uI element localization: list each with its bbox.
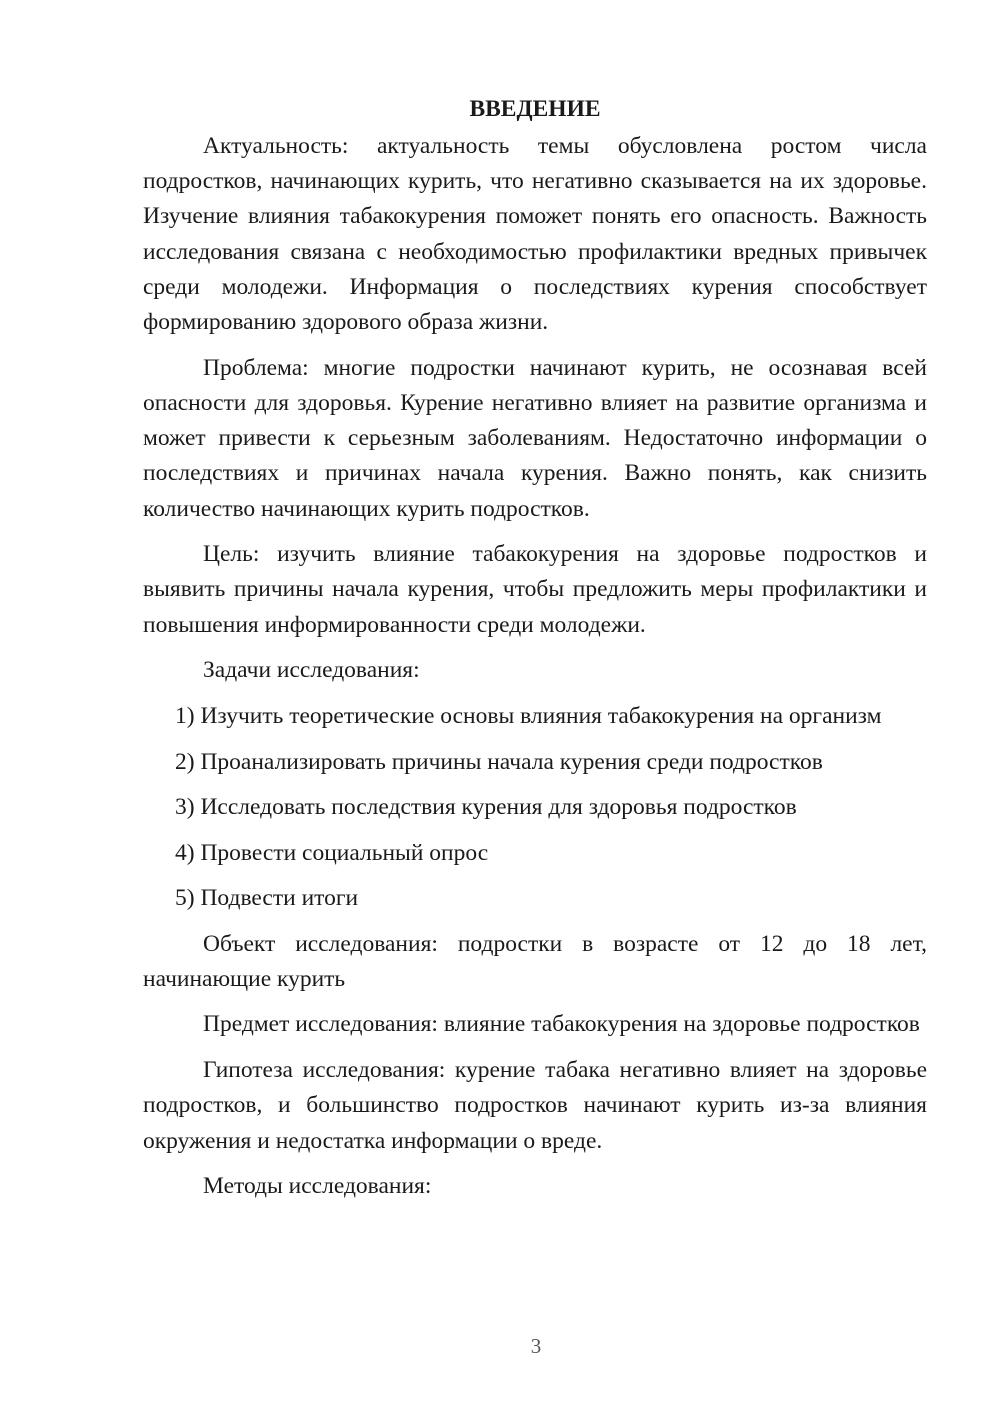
goal-paragraph: Цель: изучить влияние табакокурения на здоровье подростков и выявить причины начала курения, чтобы предложить меры профилактики и повышения информированности среди молодежи.	[143, 541, 927, 638]
problem-paragraph: Проблема: многие подростки начинают курить, не осознавая всей опасности для здоровья. Курение негативно влияет на развитие организма и может привести к серьезным заболеваниям. Недостаточно информации о последствиях и причинах начала курения. Важно понять, как снизить количество начинающих курить подростков.	[143, 354, 927, 522]
page-number: 3	[530, 1334, 542, 1358]
page-content	[143, 92, 927, 1215]
task-item: 3) Исследовать последствия курения для здоровья подростков	[175, 794, 797, 821]
tasks-list	[143, 699, 927, 916]
object-paragraph: Объект исследования: подростки в возрасте от 12 до 18 лет, начинающие курить	[143, 930, 927, 992]
task-item: 2) Проанализировать причины начала курения среди подростков	[175, 748, 823, 775]
task-item: 5) Подвести итоги	[175, 885, 359, 912]
hypothesis-paragraph: Гипотеза исследования: курение табака негативно влияет на здоровье подростков, и большинство подростков начинают курить из-за влияния окружения и недостатка информации о вреде.	[143, 1057, 927, 1154]
relevance-paragraph: Актуальность: актуальность темы обусловлена ростом числа подростков, начинающих курить, что негативно сказывается на их здоровье. Изучение влияния табакокурения поможет понять его опасность. Важность исследования связана с необходимостью профилактики вредных привычек среди молодежи. Информация о последствиях курения способствует формированию здорового образа жизни.	[143, 133, 927, 336]
task-item: 4) Провести социальный опрос	[175, 839, 489, 866]
task-item: 1) Изучить теоретические основы влияния табакокурения на организм	[175, 703, 882, 730]
subject-paragraph: Предмет исследования: влияние табакокурения на здоровье подростков	[203, 1011, 920, 1038]
methods-title: Методы исследования:	[203, 1173, 432, 1200]
tasks-title: Задачи исследования:	[203, 657, 420, 684]
section-heading: ВВЕДЕНИЕ	[469, 96, 601, 122]
